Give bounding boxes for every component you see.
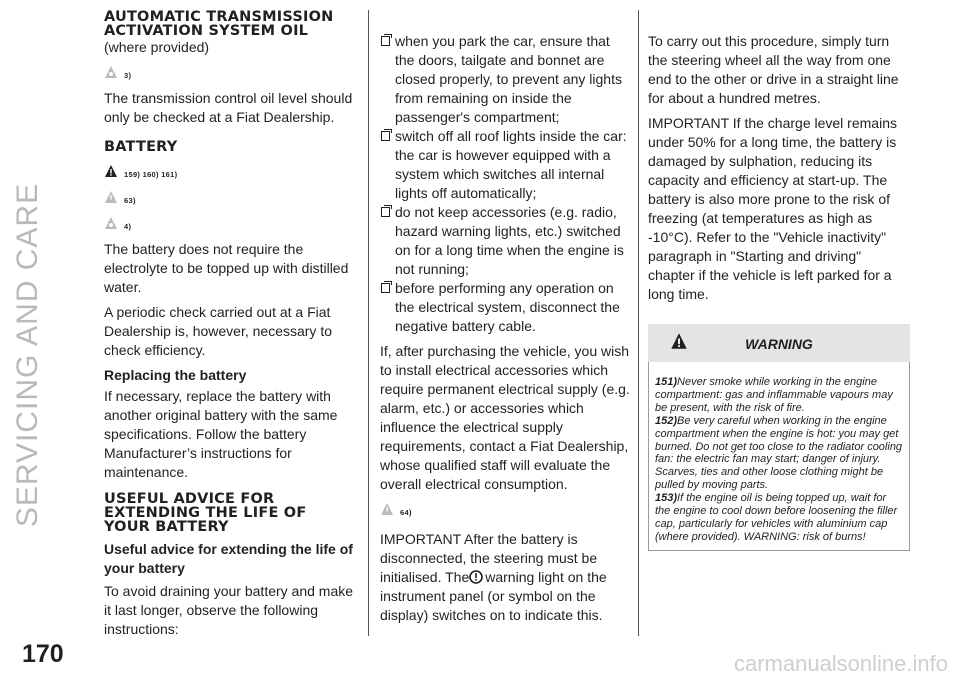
reference-row: [104, 65, 356, 87]
list-item-text: when you park the car, ensure that the doors, tailgate and bonnet are closed properly, to prevent any lights from remaining on inside the passenger's compartment;: [395, 33, 622, 125]
warning-number: 152): [655, 414, 678, 427]
paragraph: [380, 530, 632, 625]
paragraph: IMPORTANT If the charge level remains under 50% for a long time, the battery is damaged by sulphation, reducing its capacity and efficiency at start-up. The battery is also more prone to the risk of freezing (at temperatures as high as -10°C). Refer to the "Vehicle inactivity" paragraph in "Starting and driving" chapter if the vehicle is left parked for a long time.: [648, 115, 897, 302]
list-item: [380, 279, 632, 336]
warning-number: 153): [655, 492, 678, 505]
ref-note: 159) 160) 161): [124, 170, 178, 179]
steering-warning-icon: [469, 570, 485, 584]
heading-battery: BATTERY: [104, 139, 178, 155]
column-divider-1: [368, 10, 369, 636]
warning-number: 151): [655, 376, 678, 388]
warning-text: Never smoke while working in the engine compartment: gas and inflammable vapours may be present, with the risk of fire.: [655, 376, 893, 414]
warning-triangle-icon: [104, 164, 118, 178]
warning-item: [655, 415, 903, 492]
warning-text: Be very careful when working in the engine compartment when the engine is hot: you may get burned. Do not get too close to the radiator cooling fan: the electric fan may start; danger of injury. Scarves, ties and other loose clothing might be pulled by moving parts.: [655, 414, 903, 492]
bullet-checkbox-icon: [381, 283, 390, 293]
heading-transmission-oil: AUTOMATIC TRANSMISSION ACTIVATION SYSTEM OIL: [104, 9, 334, 39]
ref-note: 63): [124, 196, 136, 205]
watermark: carmanualsonline.info: [733, 651, 948, 676]
subheading-replacing-battery: Replacing the battery: [104, 367, 247, 383]
list-item: [380, 32, 632, 127]
paragraph: If necessary, replace the battery with another original battery with the same specifications. Follow the battery Manufacturer’s instructions for maintenance.: [104, 388, 338, 480]
caution-icon: [104, 190, 118, 204]
list-item-text: do not keep accessories (e.g. radio, hazard warning lights, etc.) switched on for a long time when the engine is not running;: [395, 204, 624, 277]
bullet-checkbox-icon: [381, 207, 390, 217]
warning-body: [648, 362, 910, 551]
ref-note: 4): [124, 222, 132, 231]
warning-box: [648, 324, 910, 551]
env-hazard-icon: [104, 216, 118, 230]
column-3: [648, 32, 910, 551]
column-2: [380, 32, 632, 625]
reference-row: [104, 216, 356, 238]
column-1: [104, 10, 356, 639]
env-hazard-icon: [104, 65, 118, 79]
warning-item: [655, 492, 903, 544]
reference-row: [104, 190, 356, 212]
list-item: [380, 203, 632, 279]
list-item-text: switch off all roof lights inside the car: the car is however equipped with a system which switches all internal lights off automatically;: [395, 128, 627, 201]
ref-note: 3): [124, 71, 132, 80]
column-divider-2: [638, 10, 639, 636]
warning-text: If the engine oil is being topped up, wait for the engine to cool down before loosening the filler cap, particularly for vehicles with aluminium cap (where provided). WARNING: risk of burns!: [655, 492, 898, 543]
warning-header: [648, 324, 910, 362]
paragraph-text: IMPORTANT After the battery is disconnected, the steering must be initialised. The: [380, 531, 598, 585]
paragraph: A periodic check carried out at a Fiat Dealership is, however, necessary to check efficiency.: [104, 304, 332, 358]
paragraph: To avoid draining your battery and make it last longer, observe the following instructions:: [104, 583, 354, 637]
paragraph: The transmission control oil level should only be checked at a Fiat Dealership.: [104, 90, 353, 125]
list-item-text: before performing any operation on the electrical system, disconnect the negative battery cable.: [395, 280, 620, 334]
reference-row: [104, 164, 356, 186]
bullet-checkbox-icon: [381, 131, 390, 141]
paragraph: If, after purchasing the vehicle, you wish to install electrical accessories which require permanent electrical supply (e.g. alarm, etc.) or accessories which influence the electrical supply requirements, contact a Fiat Dealership, whose qualified staff will evaluate the overall electrical consumption.: [380, 343, 630, 492]
caution-icon: [380, 502, 394, 516]
heading-sub-where-provided: (where provided): [104, 39, 210, 55]
paragraph-text: warning light on the instrument panel (or symbol on the display) switches on to indicate this.: [380, 569, 607, 623]
paragraph: To carry out this procedure, simply turn the steering wheel all the way from one end to the other or drive in a straight line for about a hundred metres.: [648, 33, 899, 106]
list-item: [380, 127, 632, 203]
bullet-checkbox-icon: [381, 36, 390, 46]
heading-useful-advice: USEFUL ADVICE FOR EXTENDING THE LIFE OF YOUR BATTERY: [104, 491, 307, 535]
reference-row: [380, 502, 632, 524]
paragraph: The battery does not require the electrolyte to be topped up with distilled water.: [104, 241, 349, 295]
subheading-useful-advice: Useful advice for extending the life of your battery: [104, 541, 353, 576]
ref-note: 64): [400, 508, 412, 517]
page-number: 170: [22, 640, 64, 668]
warning-item: [655, 376, 903, 415]
warning-title: WARNING: [745, 336, 813, 352]
side-section-title: SERVICING AND CARE: [11, 182, 44, 528]
